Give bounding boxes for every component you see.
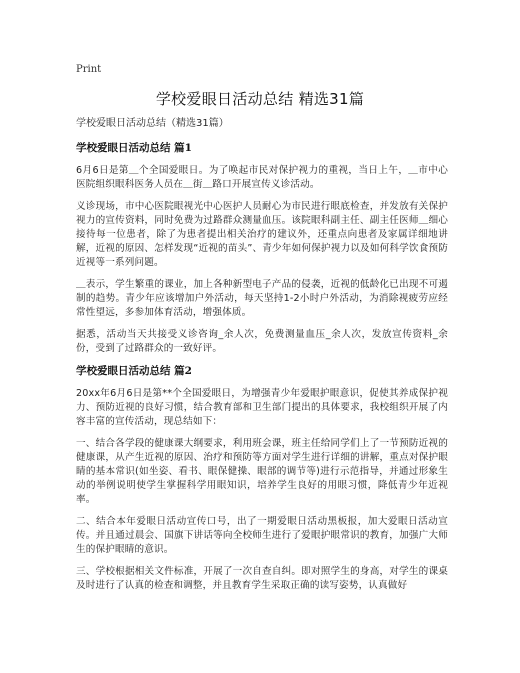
print-label[interactable]: Print xyxy=(76,64,102,75)
paragraph: 三、学校根据相关文件标准，开展了一次自查自纠。即对照学生的身高，对学生的课桌及时进行了认真的检查和调整，并且教育学生采取正确的读写姿势，认真做好 xyxy=(76,566,448,591)
paragraph: 据悉，活动当天共接受义诊咨询_余人次，免费测量血压_余人次，发放宣传资料_余份，受到了过路群众的一致好评。 xyxy=(76,329,448,354)
paragraph: 一、结合各学段的健康课大纲要求，利用班会课，班主任给同学们上了一节预防近视的健康课，从产生近视的原因、治疗和预防等方面对学生进行详细的讲解，重点对保护眼睛的基本常识(如坐姿、看书、眼保健操、眼部的调节等)进行示范指导，并通过形象生动的举例说明使学生掌握科学用眼知识，培养学生良好的用眼习惯，降低青少年近视率。 xyxy=(76,438,448,505)
section-heading: 学校爱眼日活动总结 篇1 xyxy=(76,142,192,154)
page-title: 学校爱眼日活动总结 精选31篇 xyxy=(155,90,365,108)
document-body xyxy=(76,117,448,601)
paragraph: 20xx年6月6日是第**个全国爱眼日，为增强青少年爱眼护眼意识，促使其养成保护视力、预防近视的良好习惯，结合教育部和卫生部门提出的具体要求，我校组织开展了内容丰富的宣传活动，现总结如下： xyxy=(76,388,448,427)
paragraph: 义诊现场，市中心医院眼视光中心医护人员耐心为市民进行眼底检查，并发放有关保护视力的宣传资料，同时免费为过路群众测量血压。该院眼科副主任、副主任医师＿细心接待每一位患者，除了为患者提出相关治疗的建议外，还重点向患者及家属详细地讲解，近视的原因、怎样发现“近视的苗头”、青少年如何保护视力以及如何科学饮食预防近视等一系列问题。 xyxy=(76,201,448,268)
section-1 xyxy=(76,141,448,356)
section-2 xyxy=(76,364,448,593)
paragraph: ＿表示，学生繁重的课业，加上各种新型电子产品的侵袭，近视的低龄化已出现不可遏制的趋势。青少年应该增加户外活动，每天坚持1-2小时户外活动，为消除视疲劳应经常性望远，多参加体育活动，增强体质。 xyxy=(76,279,448,318)
section-heading: 学校爱眼日活动总结 篇2 xyxy=(76,365,192,377)
paragraph: 二、结合本年爱眼日活动宣传口号，出了一期爱眼日活动黑板报，加大爱眼日活动宣传。并且通过晨会、国旗下讲话等向全校师生进行了爱眼护眼常识的教育，加强广大师生的保护眼睛的意识。 xyxy=(76,516,448,555)
paragraph: 6月6日是第＿个全国爱眼日。为了唤起市民对保护视力的重视，当日上午，＿市中心医院组织眼科医务人员在＿街＿路口开展宣传义诊活动。 xyxy=(76,165,448,190)
document-subtitle: 学校爱眼日活动总结（精选31篇） xyxy=(76,118,229,129)
